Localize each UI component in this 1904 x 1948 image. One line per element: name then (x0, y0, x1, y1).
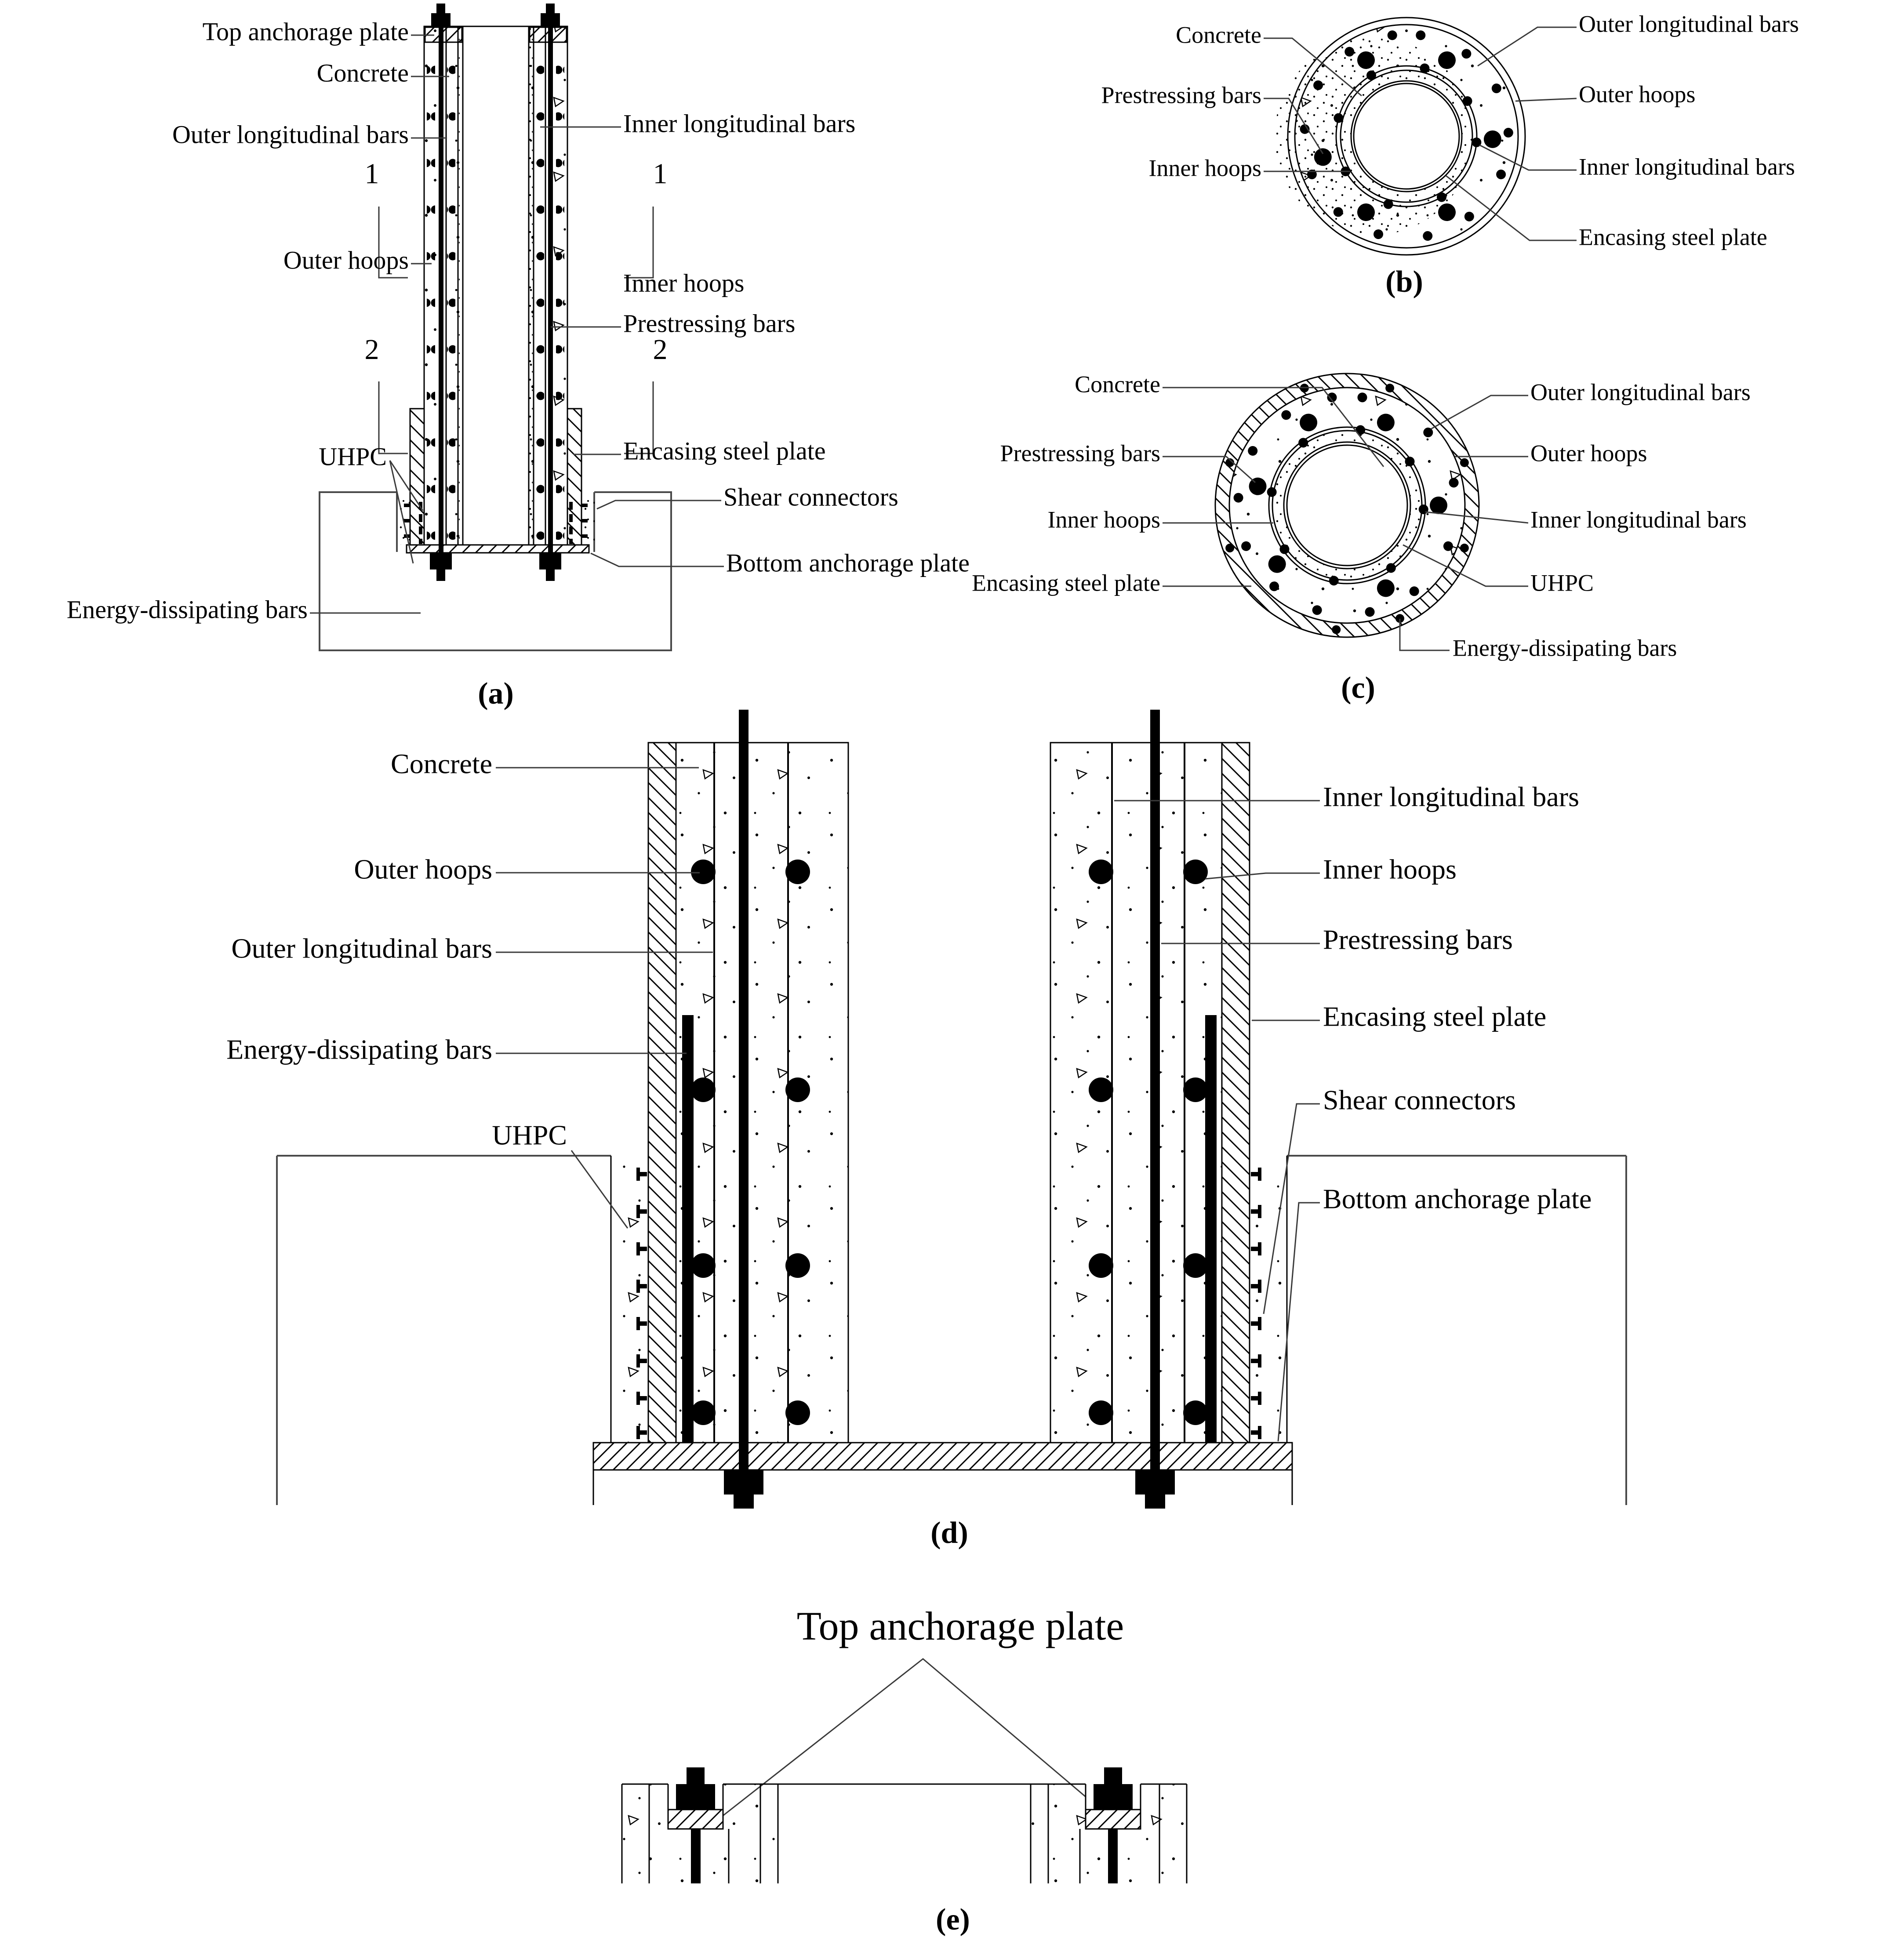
a-prestressing-bar-left (439, 11, 443, 570)
label-c-uhpc: UHPC (1530, 570, 1594, 596)
label-a-outer-longitudinal-bars: Outer longitudinal bars (172, 120, 409, 149)
label-a-uhpc: UHPC (319, 442, 387, 471)
label-c-energy-dissipating-bars: Energy-dissipating bars (1453, 635, 1677, 661)
a-encasing-plate-right (567, 409, 581, 545)
d-bottom-anchorage-plate (593, 1443, 1292, 1470)
d-energy-bar-right (1205, 1015, 1217, 1443)
label-d-shear-connectors: Shear connectors (1323, 1084, 1516, 1116)
label-d-outer-hoops: Outer hoops (354, 853, 492, 885)
label-c-outer-longitudinal-bars: Outer longitudinal bars (1530, 379, 1751, 406)
label-c-inner-longitudinal-bars: Inner longitudinal bars (1530, 506, 1747, 533)
label-b-encasing-steel-plate: Encasing steel plate (1579, 224, 1767, 250)
a-inner-hoops-dots (447, 42, 455, 544)
label-a-outer-hoops: Outer hoops (283, 246, 409, 275)
label-c-outer-hoops: Outer hoops (1530, 440, 1647, 467)
label-d-concrete: Concrete (391, 748, 492, 780)
label-b-prestressing-bars: Prestressing bars (1101, 82, 1261, 109)
caption-e: (e) (936, 1903, 970, 1937)
a-marker-2-left: 2 (364, 334, 379, 366)
label-d-energy-dissipating-bars: Energy-dissipating bars (226, 1034, 492, 1065)
label-a-inner-longitudinal-bars: Inner longitudinal bars (623, 109, 856, 138)
label-a-concrete: Concrete (316, 58, 409, 87)
label-d-inner-hoops: Inner hoops (1323, 853, 1457, 885)
a-marker-1-left: 1 (364, 158, 379, 190)
label-a-energy-dissipating-bars: Energy-dissipating bars (66, 595, 308, 624)
e-prestressing-bar-right (1108, 1829, 1118, 1883)
a-marker-1-right: 1 (653, 158, 668, 190)
label-c-prestressing-bars: Prestressing bars (1000, 440, 1160, 467)
label-b-outer-longitudinal-bars: Outer longitudinal bars (1579, 11, 1799, 37)
label-b-inner-hoops: Inner hoops (1148, 155, 1261, 181)
label-e-top-anchorage-plate: Top anchorage plate (796, 1603, 1124, 1649)
label-d-bottom-anchorage-plate: Bottom anchorage plate (1323, 1183, 1592, 1215)
a-outer-hoops-dots (427, 42, 435, 544)
a-bottom-anchorage-plate (407, 545, 589, 553)
label-b-outer-hoops: Outer hoops (1579, 81, 1696, 108)
label-a-bottom-anchorage-plate: Bottom anchorage plate (726, 548, 970, 577)
caption-c: (c) (1341, 671, 1375, 705)
label-c-inner-hoops: Inner hoops (1047, 506, 1160, 533)
caption-a: (a) (478, 677, 514, 711)
caption-d: (d) (930, 1516, 968, 1550)
d-encasing-plate-left (648, 743, 676, 1443)
label-d-prestressing-bars: Prestressing bars (1323, 924, 1513, 955)
label-c-encasing-steel-plate: Encasing steel plate (972, 570, 1160, 596)
a-encasing-plate-left (410, 409, 424, 545)
label-d-outer-longitudinal-bars: Outer longitudinal bars (231, 932, 492, 964)
label-a-encasing-steel-plate: Encasing steel plate (623, 436, 826, 465)
d-prestressing-bar-right (1150, 710, 1160, 1470)
label-b-concrete: Concrete (1176, 22, 1261, 48)
e-anchorage-plate-left (668, 1810, 723, 1829)
a-prestressing-bar-right (548, 11, 553, 570)
label-a-inner-hoops: Inner hoops (623, 268, 745, 297)
label-d-inner-longitudinal-bars: Inner longitudinal bars (1323, 781, 1579, 813)
e-prestressing-bar-left (691, 1829, 701, 1883)
label-d-uhpc: UHPC (492, 1119, 567, 1151)
d-prestressing-bar-left (739, 710, 749, 1470)
caption-b: (b) (1385, 265, 1423, 299)
d-encasing-plate-right (1222, 743, 1250, 1443)
a-marker-2-right: 2 (653, 334, 668, 366)
label-a-prestressing-bars: Prestressing bars (623, 309, 796, 338)
d-energy-bar-left (682, 1015, 694, 1443)
label-d-encasing-steel-plate: Encasing steel plate (1323, 1001, 1547, 1032)
label-c-concrete: Concrete (1075, 371, 1160, 398)
label-a-top-anchorage-plate: Top anchorage plate (202, 17, 409, 46)
label-a-shear-connectors: Shear connectors (723, 482, 898, 511)
label-b-inner-longitudinal-bars: Inner longitudinal bars (1579, 153, 1795, 180)
e-anchorage-plate-right (1086, 1810, 1141, 1829)
